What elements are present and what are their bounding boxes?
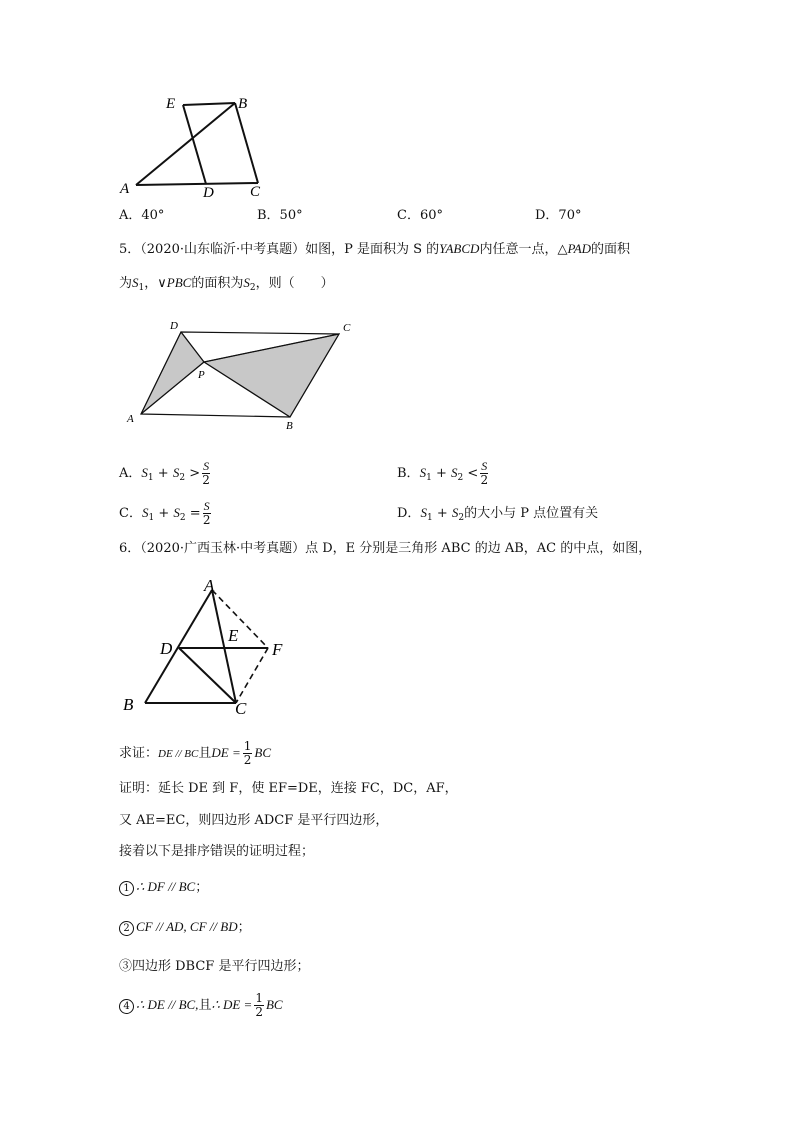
q6-step-1: 1 ∴ DF // BC； [119, 878, 208, 897]
q5-option-c-fraction: $\frac{S}{2}$ [202, 499, 211, 527]
q4-option-c[interactable]: C．60° [397, 208, 443, 223]
q5-label-a: A [127, 413, 134, 425]
q6-stem: 6．（2020·广西玉林·中考真题）点 D，E 分别是三角形 ABC 的边 AB，AC 的中点，如图， [119, 541, 652, 556]
q6-step4-half: $\frac{1}{2}$ [255, 991, 263, 1019]
q6-step-2: 2 CF // AD, CF // BD； [119, 918, 251, 937]
q6-proof-line3: 接着以下是排序错误的证明过程； [119, 844, 315, 859]
q6-step-4: 4 ∴ DE // BC,且∴ DE = $\frac{1}{2}$ BC [119, 992, 283, 1019]
q6-label-a: A [204, 576, 215, 595]
q6-figure [118, 576, 298, 718]
q6-proof-line2: 又 AE=EC，则四边形 ADCF 是平行四边形， [119, 813, 389, 828]
q4-label-c: C [250, 184, 261, 200]
q5-label-b: B [286, 420, 293, 432]
q6-label-d: D [160, 639, 173, 658]
q5-option-d[interactable]: D．$S_1 + S_2$的大小与 P 点位置有关 [397, 505, 599, 523]
q4-label-b: B [238, 96, 248, 112]
q5-label-c: C [343, 322, 351, 334]
q5-option-c[interactable]: C．$S_1 + S_2$ = $\frac{S}{2}$ [119, 499, 211, 527]
q5-option-a[interactable]: A．$S_1 + S_2$ > $\frac{S}{2}$ [119, 459, 210, 487]
q5-option-a-fraction: $\frac{S}{2}$ [202, 459, 210, 487]
q4-option-d[interactable]: D．70° [535, 208, 582, 223]
q5-stem-line1: 5．（2020·山东临沂·中考真题）如图，P 是面积为 S 的YABCD内任意一点，△PAD的面积 [119, 241, 631, 257]
q4-label-e: E [166, 96, 176, 112]
q6-label-f: F [272, 640, 283, 659]
q4-label-a: A [120, 181, 130, 197]
q5-option-b[interactable]: B．$S_1 + S_2$ < $\frac{S}{2}$ [397, 459, 489, 487]
q5-label-d: D [170, 320, 178, 332]
q6-prove: 求证：DE // BC且DE = $\frac{1}{2}$ BC [119, 739, 271, 767]
q5-label-p: P [198, 369, 205, 381]
q4-option-b[interactable]: B．50° [257, 208, 303, 223]
q5-option-b-fraction: $\frac{S}{2}$ [480, 459, 489, 487]
q6-label-c: C [235, 699, 247, 718]
q6-prove-half: $\frac{1}{2}$ [243, 739, 252, 767]
q6-step-3: ③四边形 DBCF 是平行四边形； [119, 959, 310, 974]
q5-stem-line2: 为$S_1$，∨PBC的面积为$S_2$，则（ ） [119, 275, 334, 293]
q6-label-b: B [123, 695, 134, 714]
q6-proof-line1: 证明：延长 DE 到 F，使 EF=DE，连接 FC，DC，AF， [119, 781, 458, 796]
q6-label-e: E [228, 626, 239, 645]
q4-label-d: D [203, 185, 214, 201]
q4-option-a[interactable]: A．40° [119, 208, 165, 223]
q4-figure [110, 92, 280, 202]
q5-figure [120, 315, 370, 435]
